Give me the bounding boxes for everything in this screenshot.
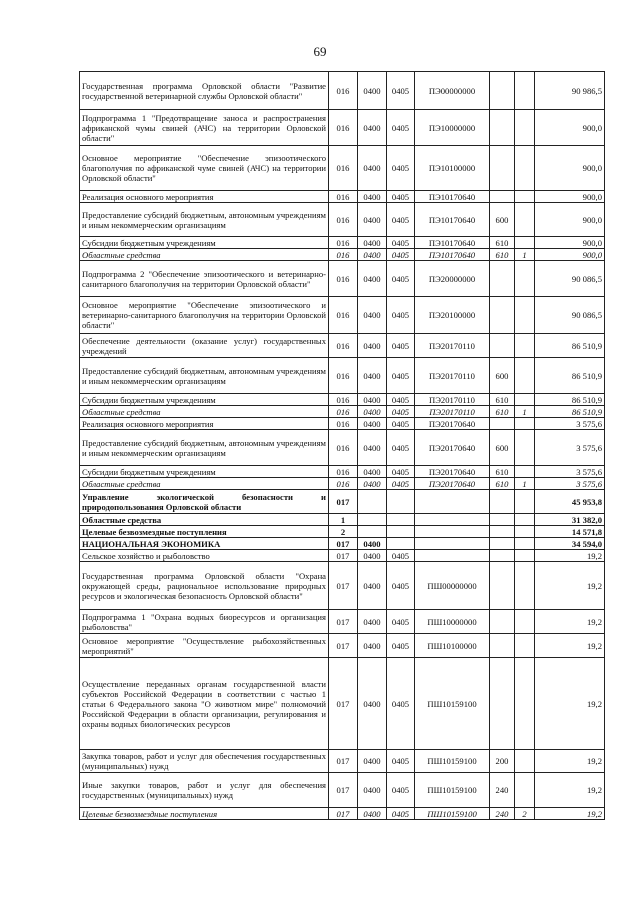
cell-sum: 34 594,0 [535, 538, 605, 550]
cell-vr [490, 72, 515, 110]
cell-csr [415, 526, 490, 538]
cell-vr [490, 538, 515, 550]
cell-src [515, 358, 535, 394]
cell-sum: 19,2 [535, 808, 605, 820]
cell-sum: 19,2 [535, 750, 605, 773]
cell-src [515, 562, 535, 610]
cell-name: Подпрограмма 2 "Обеспечение эпизоотического и ветеринарно-санитарного благополучия на территории Орловской области" [80, 261, 329, 297]
cell-csr: ПЭ20170110 [415, 358, 490, 394]
cell-src [515, 490, 535, 514]
cell-csr [415, 550, 490, 562]
cell-name: Государственная программа Орловской области "Охрана окружающей среды, рациональное использование природных ресурсов и экологическая безопасность Орловской области" [80, 562, 329, 610]
cell-sum: 900,0 [535, 110, 605, 146]
cell-pr: 0405 [387, 562, 415, 610]
cell-name: Целевые безвозмездные поступления [80, 526, 329, 538]
cell-pr: 0405 [387, 550, 415, 562]
cell-src [515, 514, 535, 526]
cell-vr: 600 [490, 358, 515, 394]
cell-sum: 86 510,9 [535, 406, 605, 418]
cell-pr: 0405 [387, 406, 415, 418]
table-row [80, 658, 605, 750]
cell-name: Основное мероприятие "Обеспечение эпизоотического и ветеринарно-санитарного благополучия на территории Орловской области" [80, 297, 329, 334]
cell-gr: 016 [329, 358, 358, 394]
cell-sum: 3 575,6 [535, 418, 605, 430]
cell-gr: 017 [329, 634, 358, 658]
cell-name: Целевые безвозмездные поступления [80, 808, 329, 820]
cell-rz: 0400 [358, 394, 387, 406]
cell-gr: 016 [329, 110, 358, 146]
cell-rz: 0400 [358, 146, 387, 191]
cell-vr [490, 514, 515, 526]
cell-sum: 900,0 [535, 249, 605, 261]
table-row [80, 514, 605, 526]
cell-csr: ПЭ20170640 [415, 466, 490, 478]
table-row [80, 526, 605, 538]
cell-src [515, 550, 535, 562]
table-row [80, 72, 605, 110]
cell-name: Субсидии бюджетным учреждениям [80, 466, 329, 478]
cell-rz: 0400 [358, 358, 387, 394]
cell-name: Подпрограмма 1 "Предотвращение заноса и распространения африканской чумы свиней (АЧС) на территории Орловской области" [80, 110, 329, 146]
cell-src [515, 750, 535, 773]
table-row [80, 808, 605, 820]
cell-pr: 0405 [387, 249, 415, 261]
cell-sum: 90 086,5 [535, 297, 605, 334]
cell-src [515, 634, 535, 658]
cell-sum: 86 510,9 [535, 358, 605, 394]
cell-sum: 900,0 [535, 146, 605, 191]
cell-src [515, 72, 535, 110]
cell-rz: 0400 [358, 297, 387, 334]
cell-pr: 0405 [387, 634, 415, 658]
cell-vr: 610 [490, 237, 515, 249]
table-row [80, 490, 605, 514]
cell-src [515, 526, 535, 538]
cell-rz: 0400 [358, 237, 387, 249]
cell-pr [387, 526, 415, 538]
cell-src [515, 610, 535, 634]
table-row [80, 394, 605, 406]
cell-sum: 19,2 [535, 562, 605, 610]
cell-sum: 19,2 [535, 773, 605, 808]
cell-csr: ПЭ20170640 [415, 478, 490, 490]
cell-name: Реализация основного мероприятия [80, 191, 329, 203]
cell-name: Областные средства [80, 514, 329, 526]
cell-pr: 0405 [387, 334, 415, 358]
cell-name: Субсидии бюджетным учреждениям [80, 394, 329, 406]
cell-sum: 19,2 [535, 634, 605, 658]
cell-rz: 0400 [358, 550, 387, 562]
cell-gr: 016 [329, 430, 358, 466]
cell-rz: 0400 [358, 466, 387, 478]
cell-rz: 0400 [358, 562, 387, 610]
cell-src: 1 [515, 478, 535, 490]
budget-table [79, 71, 605, 820]
cell-gr: 016 [329, 394, 358, 406]
cell-pr: 0405 [387, 750, 415, 773]
cell-gr: 017 [329, 538, 358, 550]
cell-vr [490, 610, 515, 634]
cell-src [515, 110, 535, 146]
cell-name: Осуществление переданных органам государственной власти субъектов Российской Федерации в соответствии с частью 1 статьи 6 Федерального закона "О животном мире" полномочий Российской Федерации в области организации, регулирования и охраны водных биологических ресурсов [80, 658, 329, 750]
cell-gr: 2 [329, 526, 358, 538]
table-row [80, 538, 605, 550]
cell-rz: 0400 [358, 418, 387, 430]
table-row [80, 261, 605, 297]
cell-vr: 610 [490, 466, 515, 478]
cell-vr: 610 [490, 406, 515, 418]
cell-gr: 016 [329, 72, 358, 110]
cell-name: Реализация основного мероприятия [80, 418, 329, 430]
cell-name: Предоставление субсидий бюджетным, автономным учреждениям и иным некоммерческим организациям [80, 430, 329, 466]
cell-gr: 1 [329, 514, 358, 526]
cell-src [515, 146, 535, 191]
cell-name: Иные закупки товаров, работ и услуг для обеспечения государственных (муниципальных) нужд [80, 773, 329, 808]
cell-rz: 0400 [358, 538, 387, 550]
cell-name: Областные средства [80, 478, 329, 490]
table-row [80, 478, 605, 490]
cell-csr: ПЭ20170640 [415, 418, 490, 430]
cell-pr: 0405 [387, 466, 415, 478]
cell-sum: 900,0 [535, 203, 605, 237]
cell-name: Областные средства [80, 249, 329, 261]
cell-csr: ПШ10159100 [415, 658, 490, 750]
cell-rz: 0400 [358, 110, 387, 146]
cell-rz: 0400 [358, 634, 387, 658]
cell-sum: 900,0 [535, 237, 605, 249]
cell-pr: 0405 [387, 418, 415, 430]
cell-csr: ПШ10159100 [415, 808, 490, 820]
cell-vr [490, 297, 515, 334]
cell-name: Обеспечение деятельности (оказание услуг) государственных учреждений [80, 334, 329, 358]
cell-gr: 016 [329, 146, 358, 191]
cell-rz: 0400 [358, 658, 387, 750]
cell-sum: 3 575,6 [535, 478, 605, 490]
table-row [80, 110, 605, 146]
cell-gr: 016 [329, 478, 358, 490]
cell-name: НАЦИОНАЛЬНАЯ ЭКОНОМИКА [80, 538, 329, 550]
cell-gr: 017 [329, 750, 358, 773]
table-row [80, 191, 605, 203]
cell-name: Государственная программа Орловской области "Развитие государственной ветеринарной службы Орловской области" [80, 72, 329, 110]
cell-pr: 0405 [387, 478, 415, 490]
cell-vr [490, 146, 515, 191]
table-row [80, 550, 605, 562]
cell-pr: 0405 [387, 72, 415, 110]
cell-csr [415, 490, 490, 514]
table-row [80, 750, 605, 773]
cell-pr: 0405 [387, 610, 415, 634]
cell-rz [358, 490, 387, 514]
cell-pr [387, 514, 415, 526]
cell-csr: ПШ10000000 [415, 610, 490, 634]
cell-src [515, 261, 535, 297]
cell-gr: 016 [329, 249, 358, 261]
cell-gr: 016 [329, 418, 358, 430]
cell-vr [490, 658, 515, 750]
cell-vr [490, 550, 515, 562]
table-row [80, 562, 605, 610]
cell-csr: ПЭ20170640 [415, 430, 490, 466]
cell-vr [490, 634, 515, 658]
cell-pr: 0405 [387, 237, 415, 249]
cell-pr: 0405 [387, 773, 415, 808]
cell-pr: 0405 [387, 203, 415, 237]
cell-src [515, 297, 535, 334]
cell-vr: 200 [490, 750, 515, 773]
table-row [80, 237, 605, 249]
cell-pr: 0405 [387, 358, 415, 394]
cell-csr: ПЭ10170640 [415, 191, 490, 203]
cell-rz: 0400 [358, 430, 387, 466]
cell-name: Предоставление субсидий бюджетным, автономным учреждениям и иным некоммерческим организациям [80, 203, 329, 237]
cell-name: Предоставление субсидий бюджетным, автономным учреждениям и иным некоммерческим организациям [80, 358, 329, 394]
cell-src [515, 538, 535, 550]
cell-pr: 0405 [387, 191, 415, 203]
cell-rz: 0400 [358, 750, 387, 773]
cell-rz: 0400 [358, 478, 387, 490]
cell-rz: 0400 [358, 773, 387, 808]
cell-vr: 610 [490, 478, 515, 490]
cell-rz: 0400 [358, 72, 387, 110]
cell-vr: 610 [490, 249, 515, 261]
cell-gr: 016 [329, 191, 358, 203]
cell-csr: ПЭ10170640 [415, 237, 490, 249]
cell-pr: 0405 [387, 146, 415, 191]
cell-rz: 0400 [358, 261, 387, 297]
page-number: 69 [313, 44, 327, 59]
cell-vr [490, 562, 515, 610]
cell-gr: 016 [329, 297, 358, 334]
cell-src: 1 [515, 249, 535, 261]
cell-gr: 017 [329, 550, 358, 562]
table-row [80, 466, 605, 478]
cell-vr [490, 110, 515, 146]
table-row [80, 430, 605, 466]
table-row [80, 358, 605, 394]
table-row [80, 610, 605, 634]
cell-rz [358, 526, 387, 538]
cell-sum: 90 986,5 [535, 72, 605, 110]
cell-vr: 240 [490, 773, 515, 808]
cell-csr: ПШ10159100 [415, 773, 490, 808]
cell-src [515, 466, 535, 478]
cell-name: Основное мероприятие "Обеспечение эпизоотического благополучия по африканской чуме свиней (АЧС) на территории Орловской области" [80, 146, 329, 191]
cell-csr: ПЭ20000000 [415, 261, 490, 297]
cell-csr: ПЭ10100000 [415, 146, 490, 191]
cell-rz: 0400 [358, 610, 387, 634]
cell-src [515, 334, 535, 358]
cell-csr: ПЭ10000000 [415, 110, 490, 146]
cell-pr: 0405 [387, 261, 415, 297]
table-row [80, 146, 605, 191]
cell-rz [358, 514, 387, 526]
cell-pr: 0405 [387, 394, 415, 406]
cell-pr: 0405 [387, 430, 415, 466]
cell-sum: 31 382,0 [535, 514, 605, 526]
cell-pr: 0405 [387, 808, 415, 820]
cell-rz: 0400 [358, 334, 387, 358]
cell-name: Управление экологической безопасности и природопользования Орловской области [80, 490, 329, 514]
cell-gr: 016 [329, 334, 358, 358]
cell-vr: 610 [490, 394, 515, 406]
cell-gr: 017 [329, 658, 358, 750]
cell-gr: 017 [329, 490, 358, 514]
table-row [80, 297, 605, 334]
cell-sum: 86 510,9 [535, 334, 605, 358]
cell-vr [490, 418, 515, 430]
cell-csr: ПШ10100000 [415, 634, 490, 658]
cell-csr: ПШ00000000 [415, 562, 490, 610]
cell-src: 2 [515, 808, 535, 820]
table-row [80, 203, 605, 237]
cell-pr [387, 538, 415, 550]
cell-vr: 600 [490, 203, 515, 237]
cell-vr: 240 [490, 808, 515, 820]
cell-csr: ПЭ10170640 [415, 249, 490, 261]
cell-sum: 900,0 [535, 191, 605, 203]
cell-src [515, 203, 535, 237]
cell-csr: ПЭ20170110 [415, 334, 490, 358]
cell-gr: 016 [329, 261, 358, 297]
cell-sum: 86 510,9 [535, 394, 605, 406]
cell-sum: 3 575,6 [535, 430, 605, 466]
cell-pr [387, 490, 415, 514]
cell-name: Основное мероприятие "Осуществление рыбохозяйственных мероприятий" [80, 634, 329, 658]
cell-rz: 0400 [358, 808, 387, 820]
cell-name: Подпрограмма 1 "Охрана водных биоресурсов и организация рыболовства" [80, 610, 329, 634]
cell-csr [415, 538, 490, 550]
cell-name: Сельское хозяйство и рыболовство [80, 550, 329, 562]
cell-src [515, 394, 535, 406]
cell-sum: 19,2 [535, 550, 605, 562]
cell-rz: 0400 [358, 406, 387, 418]
cell-name: Областные средства [80, 406, 329, 418]
cell-vr [490, 334, 515, 358]
cell-gr: 016 [329, 406, 358, 418]
table-row [80, 634, 605, 658]
cell-vr [490, 261, 515, 297]
cell-csr [415, 514, 490, 526]
cell-vr [490, 490, 515, 514]
cell-sum: 19,2 [535, 658, 605, 750]
cell-gr: 017 [329, 562, 358, 610]
cell-pr: 0405 [387, 658, 415, 750]
cell-csr: ПЭ20170110 [415, 406, 490, 418]
cell-csr: ПЭ20170110 [415, 394, 490, 406]
cell-rz: 0400 [358, 191, 387, 203]
cell-pr: 0405 [387, 110, 415, 146]
cell-rz: 0400 [358, 203, 387, 237]
cell-gr: 017 [329, 773, 358, 808]
cell-gr: 017 [329, 808, 358, 820]
cell-src [515, 773, 535, 808]
table-row [80, 334, 605, 358]
cell-gr: 016 [329, 237, 358, 249]
table-row [80, 249, 605, 261]
cell-vr: 600 [490, 430, 515, 466]
cell-vr [490, 526, 515, 538]
cell-pr: 0405 [387, 297, 415, 334]
cell-csr: ПЭ00000000 [415, 72, 490, 110]
cell-src [515, 237, 535, 249]
cell-sum: 3 575,6 [535, 466, 605, 478]
cell-src [515, 418, 535, 430]
cell-sum: 14 571,8 [535, 526, 605, 538]
cell-gr: 017 [329, 610, 358, 634]
cell-sum: 19,2 [535, 610, 605, 634]
cell-csr: ПЭ20100000 [415, 297, 490, 334]
cell-name: Субсидии бюджетным учреждениям [80, 237, 329, 249]
cell-src [515, 430, 535, 466]
cell-rz: 0400 [358, 249, 387, 261]
cell-csr: ПЭ10170640 [415, 203, 490, 237]
cell-vr [490, 191, 515, 203]
cell-gr: 016 [329, 203, 358, 237]
cell-gr: 016 [329, 466, 358, 478]
table-row [80, 406, 605, 418]
table-row [80, 773, 605, 808]
cell-src [515, 191, 535, 203]
cell-csr: ПШ10159100 [415, 750, 490, 773]
table-row [80, 418, 605, 430]
cell-src [515, 658, 535, 750]
cell-sum: 90 086,5 [535, 261, 605, 297]
cell-name: Закупка товаров, работ и услуг для обеспечения государственных (муниципальных) нужд [80, 750, 329, 773]
cell-src: 1 [515, 406, 535, 418]
cell-sum: 45 953,8 [535, 490, 605, 514]
